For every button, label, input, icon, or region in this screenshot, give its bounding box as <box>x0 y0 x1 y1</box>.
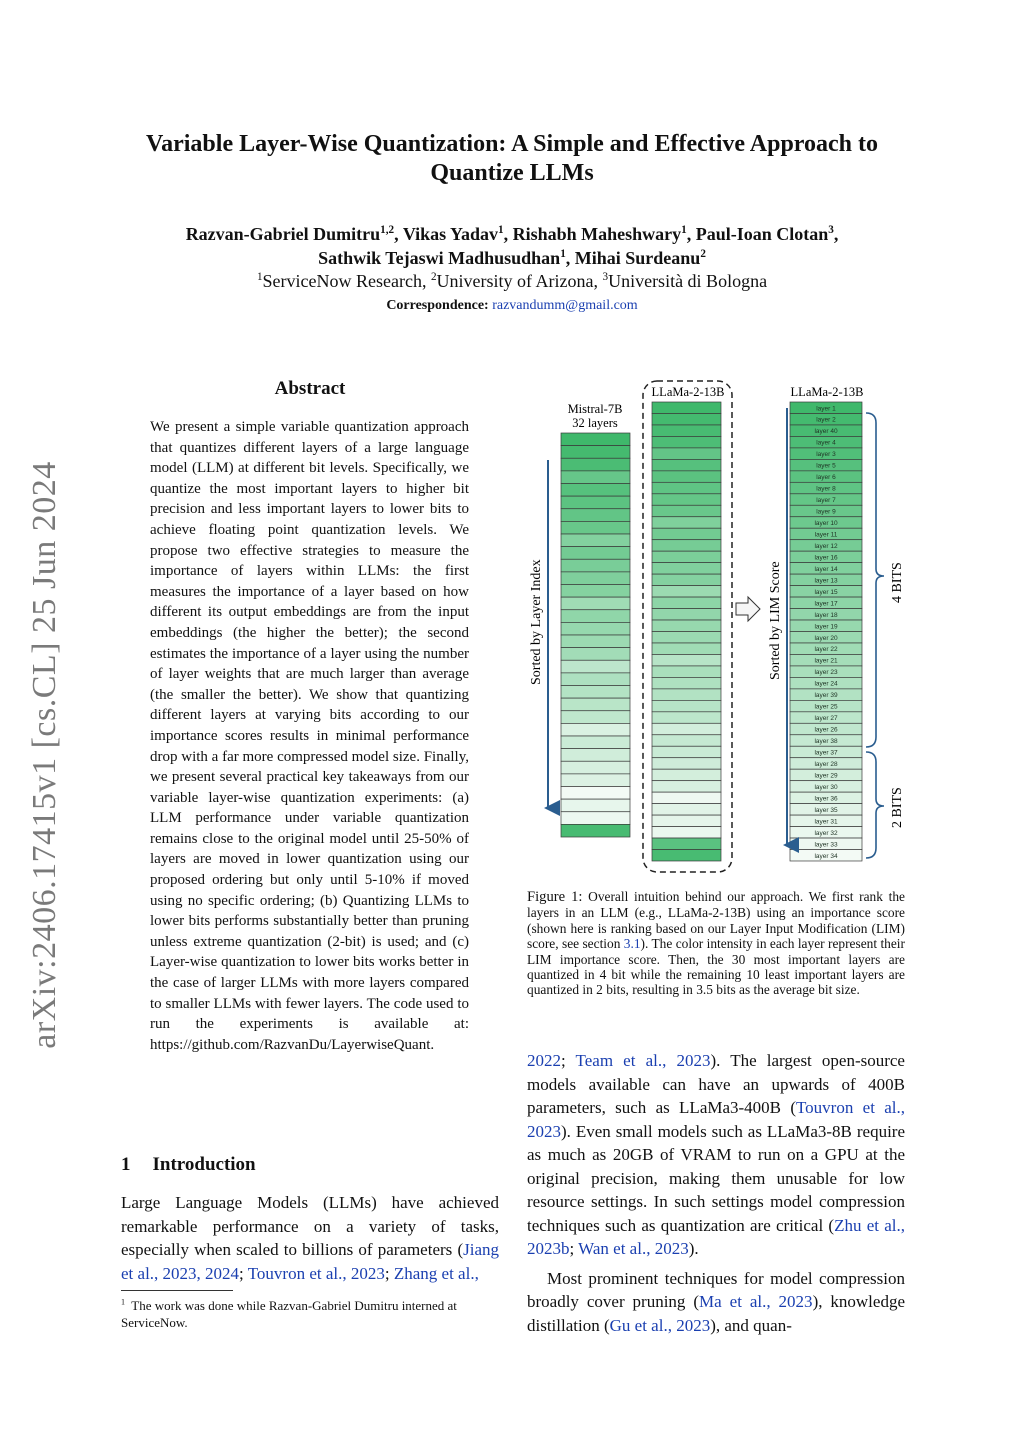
mistral-label: Mistral-7B <box>567 402 623 416</box>
layer-block <box>652 723 721 734</box>
layer-block <box>652 804 721 815</box>
layer-block <box>652 758 721 769</box>
layer-block <box>652 448 721 459</box>
layer-block <box>652 471 721 482</box>
layer-block <box>561 547 630 560</box>
four-bits-label: 4 BITS <box>890 562 905 603</box>
author-name: Razvan-Gabriel Dumitru <box>185 224 381 244</box>
four-bit-bracket <box>866 413 884 747</box>
layer-label: layer 30 <box>814 783 838 791</box>
title-line-1: Variable Layer-Wise Quantization: A Simple and Effective Approach to <box>145 131 878 157</box>
layer-label: layer 10 <box>814 520 838 528</box>
layer-block <box>652 402 721 413</box>
layer-block <box>561 736 630 749</box>
layer-label: layer 15 <box>814 588 838 596</box>
layer-block <box>561 711 630 724</box>
layer-block <box>652 712 721 723</box>
layer-block <box>561 787 630 800</box>
layer-block <box>652 459 721 470</box>
sorted-layer-stack <box>790 402 862 861</box>
sorted-llama-label: LLaMa-2-13B <box>790 385 864 399</box>
layer-block <box>561 610 630 623</box>
abstract-text: We present a simple variable quantization approach that quantizes different layers of a large language model (LLM) at different bit levels. Specifically, we quantize the most important layers to higher bit precision and less important layers to lower bits to achieve floating point quantization levels. We propose two effective strategies to measure the importance of layers within LLMs: the first measures the importance of a layer based on how different its output embeddings are from the input embeddings (the higher the better); the second estimates the importance of a layer using the number of layer weights that are much larger than average (the smaller the better). We show that quantizing different layers at varying bits according to our importance scores results in minimal performance drop with a far more compressed model size. Finally, we present several practical key takeaways from our variable layer-wise quantization experiments: (a) LLM performance under variable quantization remains close to the original model until 25-50% of layers are moved in lower quantization using our proposed ordering but only until 5-10% if moved using no specific ordering; (b) Quantizing LLMs to lower bits performs substantially better than pruning unless extreme quantization (2-bit) is used; and (c) Layer-wise quantization to lower bits works better in the case of larger LLMs with more layers compared to smaller LLMs with fewer layers. The code used to run the experiments is available at: https://github.com/RazvanDu/LayerwiseQuant. <box>150 419 469 1053</box>
layer-label: layer 38 <box>814 738 838 746</box>
layer-block <box>561 496 630 509</box>
layer-label: layer 23 <box>814 669 838 677</box>
citation-link[interactable]: Ma et al., 2023 <box>699 1292 813 1311</box>
layer-label: layer 2 <box>816 416 836 424</box>
layer-label: layer 13 <box>814 577 838 585</box>
layer-block <box>561 799 630 812</box>
intro-text: Large Language Models (LLMs) have achieved remarkable performance on a variety of tasks, especially when scaled to billions of parameters ( <box>121 1193 499 1259</box>
author-name: Vikas Yadav <box>402 224 499 244</box>
layer-label: layer 20 <box>814 634 838 642</box>
layer-block <box>652 632 721 643</box>
layer-block <box>561 698 630 711</box>
layer-block <box>561 761 630 774</box>
layer-block <box>561 534 630 547</box>
layer-block <box>561 774 630 787</box>
layer-block <box>652 827 721 838</box>
paragraph-text: ). The largest open-source models available can have an upwards of 400B parameters, such as LLaMa3-400B ( <box>527 1051 905 1117</box>
footnote <box>121 1297 499 1331</box>
layer-block <box>652 563 721 574</box>
layer-block <box>561 648 630 661</box>
abstract-heading: Abstract <box>274 378 346 399</box>
affil-mark: 3 <box>602 271 609 283</box>
citation-link[interactable]: Jiang et al., 2023, 2024 <box>121 1240 499 1283</box>
layer-block <box>561 673 630 686</box>
layer-block <box>652 746 721 757</box>
layer-label: layer 35 <box>814 806 838 814</box>
layer-block <box>652 482 721 493</box>
affil-mark: 2 <box>430 271 437 283</box>
citation-link[interactable]: Touvron et al., 2023 <box>527 1098 905 1141</box>
paragraph-text: Most prominent techniques for model compression broadly cover pruning ( <box>527 1268 905 1311</box>
citation-link[interactable]: Touvron et al., 2023 <box>247 1263 385 1283</box>
layer-label: layer 1 <box>816 405 836 413</box>
layer-block <box>561 622 630 635</box>
layer-label: layer 40 <box>814 428 838 436</box>
llama-label: LLaMa-2-13B <box>651 385 725 399</box>
layer-label: layer 14 <box>814 565 838 573</box>
layer-block <box>652 700 721 711</box>
affil-mark: 1 <box>256 271 263 283</box>
layer-block <box>652 689 721 700</box>
layer-label: layer 7 <box>816 497 836 505</box>
layer-block <box>561 521 630 534</box>
layer-block <box>652 792 721 803</box>
author-line-2: Sathwik Tejaswi Madhusudhan$^1$, Mihai Surdeanu$^2$ <box>318 248 706 268</box>
caption-text: Overall intuition behind our approach. We first rank the layers in an LLM (e.g., LLaMa-2-13B) using an importance score (shown here is ranking based on our Layer Input Modification (LIM) score, see section <box>527 889 905 952</box>
layer-block <box>652 574 721 585</box>
layer-label: layer 9 <box>816 508 836 516</box>
layer-block <box>561 471 630 484</box>
layer-block <box>652 769 721 780</box>
caption-label: Figure 1: <box>527 889 583 905</box>
introduction-paragraph: Large Language Models (LLMs) have achieved remarkable performance on a variety of tasks, especially when scaled to billions of parameters (Jiang et al., 2023, 2024; Touvron et al., 2023; Zhang et al., <box>121 1193 499 1283</box>
layer-block <box>561 585 630 598</box>
layer-block <box>652 643 721 654</box>
layer-label: layer 28 <box>814 760 838 768</box>
layer-block <box>652 425 721 436</box>
paragraph-text: ). Even small models such as LLaMa3-8B require as much as 20GB of VRAM to run on a GPU at the original precision, making them unusable for low resource settings. In such settings model compression techniques such as quantization are critical ( <box>527 1121 905 1235</box>
layer-block <box>652 815 721 826</box>
layer-label: layer 34 <box>814 852 838 860</box>
layer-block <box>652 850 721 861</box>
footnote-rule <box>121 1290 233 1291</box>
layer-block <box>652 838 721 849</box>
layer-block <box>652 528 721 539</box>
author-name: Rishabh Maheshwary <box>512 224 682 244</box>
author-line-1: Razvan-Gabriel Dumitru$^{1,2}$, Vikas Yadav$^1$, Rishabh Maheshwary$^1$, Paul-Ioan Clotan$^3$, <box>185 224 839 244</box>
section-heading-introduction <box>121 1154 256 1176</box>
layer-label: layer 37 <box>814 749 838 757</box>
layer-block <box>652 586 721 597</box>
two-bits-label: 2 BITS <box>890 787 905 828</box>
affiliation: University of Arizona, <box>436 271 598 291</box>
mistral-layer-stack <box>561 433 630 837</box>
right-column-body <box>527 1049 905 1337</box>
correspondence-email-link[interactable]: razvandumm@gmail.com <box>492 298 638 313</box>
layer-label: layer 5 <box>816 462 836 470</box>
layer-block <box>561 433 630 446</box>
paragraph-text: ), and quan- <box>710 1315 792 1335</box>
layer-label: layer 19 <box>814 623 838 631</box>
layer-block <box>652 735 721 746</box>
layer-block <box>652 597 721 608</box>
layer-block <box>652 677 721 688</box>
layer-block <box>561 749 630 762</box>
layer-label: layer 25 <box>814 703 838 711</box>
caption-text: ). The color intensity in each layer represent their LIM importance score. Then, the 30 most important layers are quantized in 4 bit while the remaining 10 least important layers are quantized in 2 bits, resulting in 3.5 bits as the average bit size. <box>527 936 905 998</box>
layer-block <box>652 494 721 505</box>
layer-label: layer 22 <box>814 646 838 654</box>
layer-block <box>561 484 630 497</box>
layer-label: layer 17 <box>814 600 838 608</box>
layer-label: layer 39 <box>814 692 838 700</box>
layer-block <box>652 654 721 665</box>
layer-block <box>652 620 721 631</box>
author-affil-mark: 1,2 <box>380 224 395 236</box>
layer-label: layer 32 <box>814 829 838 837</box>
footnote-mark: 1 <box>121 1297 126 1307</box>
citation-link[interactable]: Gu et al., 2023 <box>609 1315 711 1335</box>
author-list <box>100 222 924 270</box>
author-affil-mark: 1 <box>681 224 687 236</box>
author-affil-mark: 1 <box>560 248 566 260</box>
layer-block <box>652 666 721 677</box>
layer-block <box>561 559 630 572</box>
correspondence <box>100 298 924 314</box>
sorted-by-lim-label: Sorted by LIM Score <box>768 561 783 680</box>
layer-label: layer 12 <box>814 542 838 550</box>
layer-label: layer 26 <box>814 726 838 734</box>
author-name: Paul-Ioan Clotan <box>695 224 829 244</box>
arxiv-sidebar-stamp <box>24 455 66 1055</box>
citation-link[interactable]: Zhu et al., 2023b <box>527 1215 905 1258</box>
correspondence-label: Correspondence: <box>386 298 489 313</box>
two-bit-bracket <box>866 752 884 858</box>
section-title: Introduction <box>152 1154 256 1175</box>
citation-link[interactable]: Zhang et al., <box>393 1263 479 1283</box>
figure-caption <box>527 889 905 998</box>
layer-block <box>561 458 630 471</box>
layer-block <box>561 686 630 699</box>
layer-label: layer 8 <box>816 485 836 493</box>
section-ref-link[interactable]: 3.1 <box>623 936 641 952</box>
arxiv-id: arXiv:2406.17415v1 [cs.CL] 25 Jun 2024 <box>26 461 63 1049</box>
author-affil-mark: 1 <box>498 224 504 236</box>
layer-block <box>561 824 630 837</box>
layer-block <box>561 597 630 610</box>
citation-link[interactable]: 2022 <box>527 1051 561 1070</box>
layer-label: layer 36 <box>814 795 838 803</box>
layer-label: layer 4 <box>816 439 836 447</box>
figure-1-diagram <box>520 375 920 875</box>
paragraph-text: ; <box>569 1239 579 1258</box>
citation-link[interactable]: Team et al., 2023 <box>575 1051 711 1070</box>
layer-block <box>652 517 721 528</box>
title-line-2: Quantize LLMs <box>430 160 594 186</box>
layer-block <box>652 505 721 516</box>
layer-block <box>652 781 721 792</box>
layer-block <box>652 436 721 447</box>
layer-label: layer 31 <box>814 818 838 826</box>
layer-label: layer 24 <box>814 680 838 688</box>
layer-label: layer 6 <box>816 474 836 482</box>
affiliation: Università di Bologna <box>608 271 768 291</box>
layer-block <box>561 635 630 648</box>
layer-label: layer 33 <box>814 841 838 849</box>
citation-link[interactable]: Wan et al., 2023 <box>578 1239 689 1258</box>
author-name: Mihai Surdeanu <box>574 248 701 268</box>
layer-block <box>561 446 630 459</box>
layer-label: layer 27 <box>814 715 838 723</box>
layer-label: layer 3 <box>816 451 836 459</box>
paragraph-text: ), knowledge distillation ( <box>527 1292 905 1335</box>
transform-arrow-icon <box>736 597 760 621</box>
author-name: Sathwik Tejaswi Madhusudhan <box>318 248 561 268</box>
layer-block <box>561 660 630 673</box>
author-affil-mark: 3 <box>828 224 834 236</box>
paragraph-text: ). <box>688 1239 699 1258</box>
sorted-by-index-label: Sorted by Layer Index <box>529 559 544 685</box>
layer-block <box>652 609 721 620</box>
layer-block <box>561 723 630 736</box>
layer-block <box>652 551 721 562</box>
paper-title <box>100 130 924 188</box>
layer-label: layer 11 <box>814 531 838 539</box>
paragraph <box>527 1049 905 1261</box>
llama-layer-stack <box>652 402 721 861</box>
section-number: 1 <box>121 1154 131 1175</box>
affiliations <box>100 269 924 293</box>
footnote-text: The work was done while Razvan-Gabriel Dumitru interned at ServiceNow. <box>121 1298 457 1330</box>
layer-label: layer 21 <box>814 657 838 665</box>
layer-block <box>652 413 721 424</box>
layer-block <box>561 572 630 585</box>
affiliation: ServiceNow Research, <box>262 271 427 291</box>
layer-label: layer 18 <box>814 611 838 619</box>
paragraph-text: ; <box>561 1051 576 1070</box>
layer-block <box>561 812 630 825</box>
author-affil-mark: 2 <box>700 248 706 260</box>
mistral-layer-count-label: 32 layers <box>572 416 618 430</box>
layer-block <box>652 540 721 551</box>
layer-label: layer 29 <box>814 772 838 780</box>
layer-label: layer 16 <box>814 554 838 562</box>
paragraph <box>527 1267 905 1338</box>
layer-block <box>561 509 630 522</box>
